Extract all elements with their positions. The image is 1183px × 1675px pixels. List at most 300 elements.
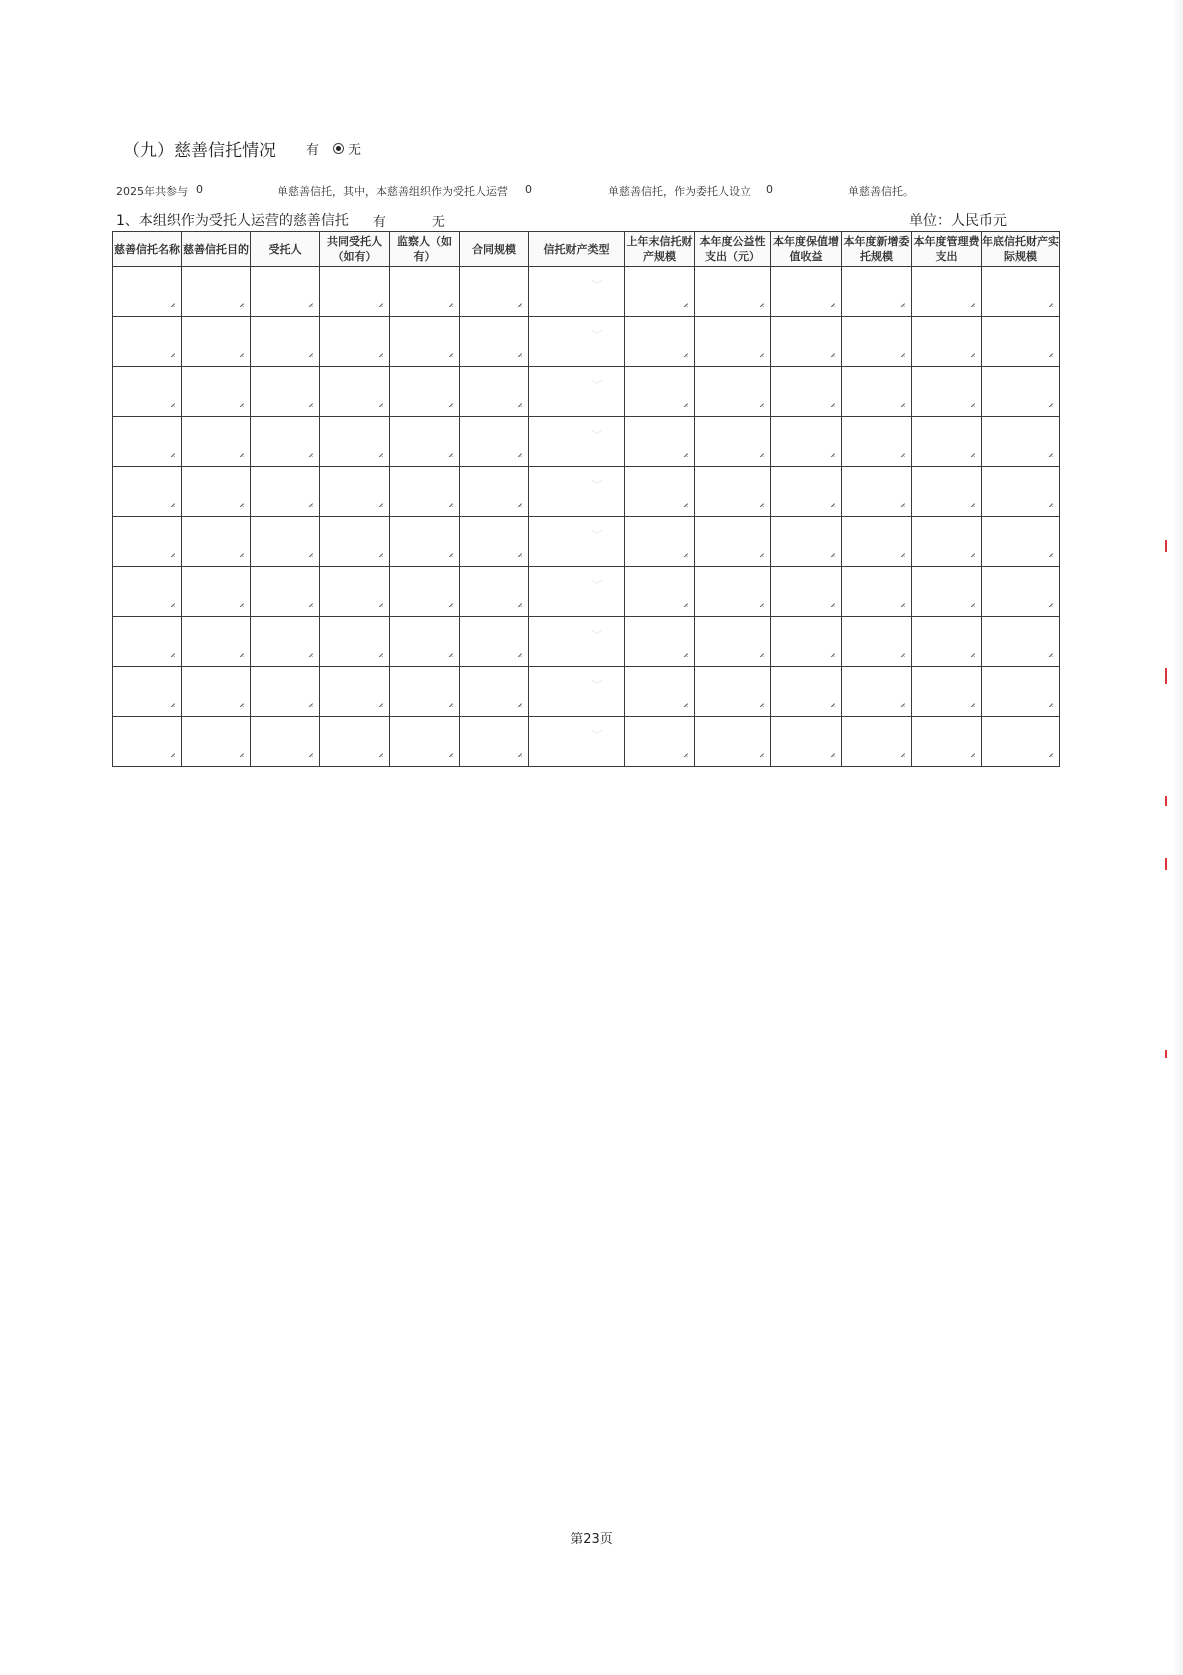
table-cell[interactable] — [529, 367, 625, 417]
resize-handle-icon[interactable] — [446, 700, 453, 707]
resize-handle-icon[interactable] — [898, 750, 905, 757]
resize-handle-icon[interactable] — [681, 500, 688, 507]
table-cell[interactable] — [113, 667, 182, 717]
column-header: 本年度公益性支出（元） — [695, 232, 771, 267]
resize-handle-icon[interactable] — [968, 300, 975, 307]
section-radio-group — [300, 139, 371, 158]
resize-handle-icon[interactable] — [237, 550, 244, 557]
resize-handle-icon[interactable] — [757, 600, 764, 607]
table-cell[interactable] — [460, 417, 529, 467]
table-cell[interactable] — [771, 517, 842, 567]
resize-handle-icon[interactable] — [681, 300, 688, 307]
table-cell[interactable] — [842, 467, 912, 517]
radio-option-no[interactable] — [329, 139, 361, 158]
resize-handle-icon[interactable] — [376, 400, 383, 407]
dropdown-arrow-icon[interactable]: ﹀ — [590, 680, 603, 689]
resize-handle-icon[interactable] — [237, 400, 244, 407]
resize-handle-icon[interactable] — [446, 350, 453, 357]
resize-handle-icon[interactable] — [376, 600, 383, 607]
table-cell[interactable] — [529, 667, 625, 717]
table-cell[interactable] — [320, 517, 390, 567]
resize-handle-icon[interactable] — [681, 400, 688, 407]
resize-handle-icon[interactable] — [681, 700, 688, 707]
resize-handle-icon[interactable] — [828, 700, 835, 707]
table-cell[interactable] — [390, 517, 460, 567]
table-cell[interactable] — [625, 717, 695, 767]
column-header: 受托人 — [251, 232, 320, 267]
resize-handle-icon[interactable] — [828, 600, 835, 607]
resize-handle-icon[interactable] — [168, 650, 175, 657]
table-cell[interactable] — [912, 367, 982, 417]
radio-option-yes[interactable] — [300, 139, 319, 158]
table-cell[interactable] — [771, 467, 842, 517]
table-cell[interactable] — [842, 317, 912, 367]
resize-handle-icon[interactable] — [968, 500, 975, 507]
radio-option-yes[interactable] — [373, 211, 386, 230]
table-cell[interactable] — [182, 467, 251, 517]
table-cell[interactable] — [390, 267, 460, 317]
resize-handle-icon[interactable] — [237, 750, 244, 757]
table-cell[interactable] — [625, 617, 695, 667]
radio-option-no[interactable] — [432, 211, 445, 230]
resize-handle-icon[interactable] — [828, 650, 835, 657]
table-cell[interactable] — [390, 317, 460, 367]
resize-handle-icon[interactable] — [757, 500, 764, 507]
table-cell[interactable] — [912, 517, 982, 567]
table-cell[interactable] — [182, 367, 251, 417]
table-cell[interactable] — [695, 467, 771, 517]
table-cell[interactable] — [320, 667, 390, 717]
summary-count-trustee[interactable]: 0 — [525, 183, 532, 196]
resize-handle-icon[interactable] — [306, 650, 313, 657]
table-cell[interactable] — [460, 467, 529, 517]
table-cell[interactable] — [529, 317, 625, 367]
table-row — [113, 617, 1060, 667]
table-cell[interactable] — [625, 667, 695, 717]
table-cell[interactable] — [529, 517, 625, 567]
resize-handle-icon[interactable] — [306, 550, 313, 557]
table-cell[interactable] — [182, 667, 251, 717]
table-cell[interactable] — [182, 317, 251, 367]
dropdown-arrow-icon[interactable]: ﹀ — [590, 430, 603, 439]
resize-handle-icon[interactable] — [237, 650, 244, 657]
resize-handle-icon[interactable] — [306, 700, 313, 707]
table-cell[interactable] — [320, 417, 390, 467]
table-cell[interactable] — [842, 717, 912, 767]
resize-handle-icon[interactable] — [828, 300, 835, 307]
resize-handle-icon[interactable] — [898, 650, 905, 657]
table-cell[interactable] — [695, 417, 771, 467]
resize-handle-icon[interactable] — [1046, 550, 1053, 557]
table-cell[interactable] — [460, 317, 529, 367]
table-row — [113, 467, 1060, 517]
table-cell[interactable] — [625, 367, 695, 417]
table-cell[interactable] — [182, 717, 251, 767]
table-cell[interactable] — [251, 517, 320, 567]
resize-handle-icon[interactable] — [376, 750, 383, 757]
table-cell[interactable] — [251, 317, 320, 367]
resize-handle-icon[interactable] — [515, 350, 522, 357]
resize-handle-icon[interactable] — [446, 500, 453, 507]
table-cell[interactable] — [771, 317, 842, 367]
table-cell[interactable] — [460, 717, 529, 767]
table-cell[interactable] — [460, 617, 529, 667]
resize-handle-icon[interactable] — [515, 650, 522, 657]
resize-handle-icon[interactable] — [898, 550, 905, 557]
resize-handle-icon[interactable] — [306, 750, 313, 757]
resize-handle-icon[interactable] — [446, 600, 453, 607]
table-cell[interactable] — [982, 717, 1060, 767]
resize-handle-icon[interactable] — [681, 650, 688, 657]
scan-red-mark — [1165, 540, 1167, 552]
table-cell[interactable] — [320, 717, 390, 767]
resize-handle-icon[interactable] — [898, 400, 905, 407]
dropdown-arrow-icon[interactable]: ﹀ — [590, 530, 603, 539]
resize-handle-icon[interactable] — [757, 550, 764, 557]
resize-handle-icon[interactable] — [828, 500, 835, 507]
table-row — [113, 317, 1060, 367]
resize-handle-icon[interactable] — [306, 400, 313, 407]
resize-handle-icon[interactable] — [757, 750, 764, 757]
table-cell[interactable] — [912, 417, 982, 467]
table-cell[interactable] — [912, 267, 982, 317]
resize-handle-icon[interactable] — [306, 600, 313, 607]
table-cell[interactable] — [251, 267, 320, 317]
subsection-title: 1、本组织作为受托人运营的慈善信托 — [116, 213, 349, 229]
resize-handle-icon[interactable] — [1046, 600, 1053, 607]
dropdown-arrow-icon[interactable]: ﹀ — [590, 380, 603, 389]
table-cell[interactable] — [251, 667, 320, 717]
resize-handle-icon[interactable] — [968, 550, 975, 557]
resize-handle-icon[interactable] — [681, 550, 688, 557]
resize-handle-icon[interactable] — [376, 500, 383, 507]
table-cell[interactable] — [912, 317, 982, 367]
table-cell[interactable] — [113, 417, 182, 467]
resize-handle-icon[interactable] — [1046, 350, 1053, 357]
table-cell[interactable] — [842, 667, 912, 717]
table-cell[interactable] — [695, 317, 771, 367]
resize-handle-icon[interactable] — [515, 550, 522, 557]
table-cell[interactable] — [251, 417, 320, 467]
resize-handle-icon[interactable] — [168, 300, 175, 307]
resize-handle-icon[interactable] — [1046, 650, 1053, 657]
table-cell[interactable] — [390, 617, 460, 667]
table-cell[interactable] — [912, 667, 982, 717]
table-cell[interactable] — [113, 267, 182, 317]
table-cell[interactable] — [320, 267, 390, 317]
table-cell[interactable] — [842, 267, 912, 317]
table-row — [113, 567, 1060, 617]
resize-handle-icon[interactable] — [757, 650, 764, 657]
table-cell[interactable] — [625, 567, 695, 617]
table-cell[interactable] — [695, 717, 771, 767]
resize-handle-icon[interactable] — [1046, 300, 1053, 307]
resize-handle-icon[interactable] — [898, 500, 905, 507]
resize-handle-icon[interactable] — [168, 750, 175, 757]
resize-handle-icon[interactable] — [828, 450, 835, 457]
resize-handle-icon[interactable] — [376, 450, 383, 457]
resize-handle-icon[interactable] — [168, 600, 175, 607]
table-cell[interactable] — [771, 367, 842, 417]
resize-handle-icon[interactable] — [306, 350, 313, 357]
table-cell[interactable] — [842, 517, 912, 567]
table-cell[interactable] — [982, 467, 1060, 517]
table-cell[interactable] — [460, 267, 529, 317]
resize-handle-icon[interactable] — [898, 600, 905, 607]
table-cell[interactable] — [113, 617, 182, 667]
resize-handle-icon[interactable] — [376, 300, 383, 307]
resize-handle-icon[interactable] — [968, 700, 975, 707]
resize-handle-icon[interactable] — [168, 350, 175, 357]
table-row — [113, 667, 1060, 717]
table-cell[interactable] — [113, 367, 182, 417]
table-row — [113, 517, 1060, 567]
resize-handle-icon[interactable] — [968, 650, 975, 657]
column-header: 慈善信托名称 — [113, 232, 182, 267]
resize-handle-icon[interactable] — [968, 450, 975, 457]
resize-handle-icon[interactable] — [237, 350, 244, 357]
table-cell[interactable] — [251, 617, 320, 667]
resize-handle-icon[interactable] — [306, 300, 313, 307]
resize-handle-icon[interactable] — [968, 400, 975, 407]
radio-label: 无 — [348, 143, 362, 158]
column-header: 监察人（如有） — [390, 232, 460, 267]
subsection-header — [116, 210, 455, 230]
summary-text: 单慈善信托，其中，本慈善组织作为受托人运营 — [277, 185, 508, 198]
resize-handle-icon[interactable] — [376, 350, 383, 357]
resize-handle-icon[interactable] — [515, 450, 522, 457]
table-cell[interactable] — [982, 517, 1060, 567]
table-cell[interactable] — [529, 267, 625, 317]
table-cell[interactable] — [390, 367, 460, 417]
table-cell[interactable] — [625, 517, 695, 567]
table-cell[interactable] — [320, 567, 390, 617]
resize-handle-icon[interactable] — [168, 450, 175, 457]
resize-handle-icon[interactable] — [681, 750, 688, 757]
table-cell[interactable] — [182, 567, 251, 617]
table-cell[interactable] — [390, 567, 460, 617]
resize-handle-icon[interactable] — [168, 500, 175, 507]
resize-handle-icon[interactable] — [237, 600, 244, 607]
table-row — [113, 417, 1060, 467]
resize-handle-icon[interactable] — [168, 700, 175, 707]
resize-handle-icon[interactable] — [446, 550, 453, 557]
table-cell[interactable] — [320, 617, 390, 667]
table-cell[interactable] — [460, 567, 529, 617]
dropdown-arrow-icon[interactable]: ﹀ — [590, 480, 603, 489]
table-cell[interactable] — [320, 367, 390, 417]
column-header: 本年度新增委托规模 — [842, 232, 912, 267]
table-cell[interactable] — [251, 467, 320, 517]
table-cell[interactable] — [182, 417, 251, 467]
table-cell[interactable] — [390, 717, 460, 767]
resize-handle-icon[interactable] — [968, 600, 975, 607]
table-cell[interactable] — [695, 367, 771, 417]
table-cell[interactable] — [912, 717, 982, 767]
table-body — [113, 267, 1060, 767]
table-cell[interactable] — [982, 317, 1060, 367]
table-cell[interactable] — [529, 617, 625, 667]
table-cell[interactable] — [390, 417, 460, 467]
resize-handle-icon[interactable] — [446, 300, 453, 307]
scan-red-mark — [1165, 1050, 1167, 1058]
table-cell[interactable] — [529, 567, 625, 617]
resize-handle-icon[interactable] — [515, 500, 522, 507]
table-cell[interactable] — [771, 617, 842, 667]
table-cell[interactable] — [842, 617, 912, 667]
table-cell[interactable] — [113, 317, 182, 367]
table-cell[interactable] — [695, 267, 771, 317]
resize-handle-icon[interactable] — [828, 550, 835, 557]
table-cell[interactable] — [982, 667, 1060, 717]
dropdown-arrow-icon[interactable]: ﹀ — [590, 580, 603, 589]
resize-handle-icon[interactable] — [446, 450, 453, 457]
summary-count-total[interactable]: 0 — [196, 183, 203, 196]
resize-handle-icon[interactable] — [515, 300, 522, 307]
resize-handle-icon[interactable] — [306, 450, 313, 457]
table-cell[interactable] — [460, 367, 529, 417]
column-header: 慈善信托目的 — [182, 232, 251, 267]
resize-handle-icon[interactable] — [681, 450, 688, 457]
table-cell[interactable] — [771, 267, 842, 317]
scan-page-edge — [1173, 0, 1183, 1675]
table-cell[interactable] — [460, 667, 529, 717]
resize-handle-icon[interactable] — [237, 700, 244, 707]
table-cell[interactable] — [113, 717, 182, 767]
resize-handle-icon[interactable] — [757, 450, 764, 457]
charitable-trust-table — [112, 231, 1060, 767]
table-row — [113, 717, 1060, 767]
table-row — [113, 267, 1060, 317]
resize-handle-icon[interactable] — [828, 400, 835, 407]
resize-handle-icon[interactable] — [757, 350, 764, 357]
table-cell[interactable] — [982, 567, 1060, 617]
resize-handle-icon[interactable] — [446, 400, 453, 407]
unit-label: 单位：人民币元 — [909, 213, 1007, 229]
table-cell[interactable] — [251, 717, 320, 767]
table-cell[interactable] — [113, 467, 182, 517]
table-cell[interactable] — [320, 317, 390, 367]
resize-handle-icon[interactable] — [757, 700, 764, 707]
resize-handle-icon[interactable] — [515, 750, 522, 757]
resize-handle-icon[interactable] — [446, 750, 453, 757]
table-cell[interactable] — [982, 417, 1060, 467]
resize-handle-icon[interactable] — [828, 350, 835, 357]
table-cell[interactable] — [842, 367, 912, 417]
table-cell[interactable] — [771, 417, 842, 467]
radio-circle-checked[interactable] — [333, 143, 344, 154]
dropdown-arrow-icon[interactable]: ﹀ — [590, 730, 603, 739]
resize-handle-icon[interactable] — [168, 400, 175, 407]
resize-handle-icon[interactable] — [237, 300, 244, 307]
resize-handle-icon[interactable] — [237, 450, 244, 457]
table-cell[interactable] — [842, 417, 912, 467]
dropdown-arrow-icon[interactable]: ﹀ — [590, 630, 603, 639]
table-cell[interactable] — [529, 717, 625, 767]
table-cell[interactable] — [695, 517, 771, 567]
column-header: 合同规模 — [460, 232, 529, 267]
resize-handle-icon[interactable] — [306, 500, 313, 507]
table-cell[interactable] — [982, 617, 1060, 667]
table-cell[interactable] — [912, 617, 982, 667]
resize-handle-icon[interactable] — [376, 550, 383, 557]
column-header: 本年度管理费支出 — [912, 232, 982, 267]
table-cell[interactable] — [771, 567, 842, 617]
resize-handle-icon[interactable] — [757, 300, 764, 307]
column-header: 上年末信托财产规模 — [625, 232, 695, 267]
scan-red-mark — [1165, 858, 1167, 870]
table-cell[interactable] — [982, 367, 1060, 417]
resize-handle-icon[interactable] — [681, 350, 688, 357]
resize-handle-icon[interactable] — [515, 600, 522, 607]
resize-handle-icon[interactable] — [1046, 500, 1053, 507]
resize-handle-icon[interactable] — [898, 450, 905, 457]
table-cell[interactable] — [251, 367, 320, 417]
resize-handle-icon[interactable] — [1046, 400, 1053, 407]
summary-text: 单慈善信托，作为委托人设立 — [608, 185, 751, 198]
table-cell[interactable] — [182, 517, 251, 567]
table-cell[interactable] — [529, 467, 625, 517]
resize-handle-icon[interactable] — [898, 300, 905, 307]
resize-handle-icon[interactable] — [1046, 450, 1053, 457]
table-cell[interactable] — [771, 667, 842, 717]
resize-handle-icon[interactable] — [828, 750, 835, 757]
table-cell[interactable] — [842, 567, 912, 617]
resize-handle-icon[interactable] — [968, 350, 975, 357]
resize-handle-icon[interactable] — [168, 550, 175, 557]
resize-handle-icon[interactable] — [515, 400, 522, 407]
table-cell[interactable] — [625, 467, 695, 517]
table-cell[interactable] — [529, 417, 625, 467]
resize-handle-icon[interactable] — [376, 700, 383, 707]
dropdown-arrow-icon[interactable]: ﹀ — [590, 280, 603, 289]
table-cell[interactable] — [390, 467, 460, 517]
summary-text: 2025年共参与 — [116, 185, 188, 198]
resize-handle-icon[interactable] — [515, 700, 522, 707]
table-cell[interactable] — [625, 267, 695, 317]
table-cell[interactable] — [460, 517, 529, 567]
table-cell[interactable] — [912, 467, 982, 517]
table-cell[interactable] — [182, 267, 251, 317]
resize-handle-icon[interactable] — [376, 650, 383, 657]
summary-count-settlor[interactable]: 0 — [766, 183, 773, 196]
table-cell[interactable] — [771, 717, 842, 767]
resize-handle-icon[interactable] — [757, 400, 764, 407]
table-cell[interactable] — [251, 567, 320, 617]
resize-handle-icon[interactable] — [1046, 700, 1053, 707]
table-cell[interactable] — [182, 617, 251, 667]
resize-handle-icon[interactable] — [898, 350, 905, 357]
table-cell[interactable] — [695, 617, 771, 667]
table-cell[interactable] — [113, 567, 182, 617]
dropdown-arrow-icon[interactable]: ﹀ — [590, 330, 603, 339]
table-cell[interactable] — [390, 667, 460, 717]
resize-handle-icon[interactable] — [446, 650, 453, 657]
table-cell[interactable] — [695, 567, 771, 617]
resize-handle-icon[interactable] — [968, 750, 975, 757]
table-cell[interactable] — [912, 567, 982, 617]
table-cell[interactable] — [320, 467, 390, 517]
resize-handle-icon[interactable] — [898, 700, 905, 707]
resize-handle-icon[interactable] — [681, 600, 688, 607]
table-cell[interactable] — [625, 417, 695, 467]
table-cell[interactable] — [695, 667, 771, 717]
table-cell[interactable] — [982, 267, 1060, 317]
resize-handle-icon[interactable] — [237, 500, 244, 507]
table-cell[interactable] — [625, 317, 695, 367]
resize-handle-icon[interactable] — [1046, 750, 1053, 757]
table-cell[interactable] — [113, 517, 182, 567]
